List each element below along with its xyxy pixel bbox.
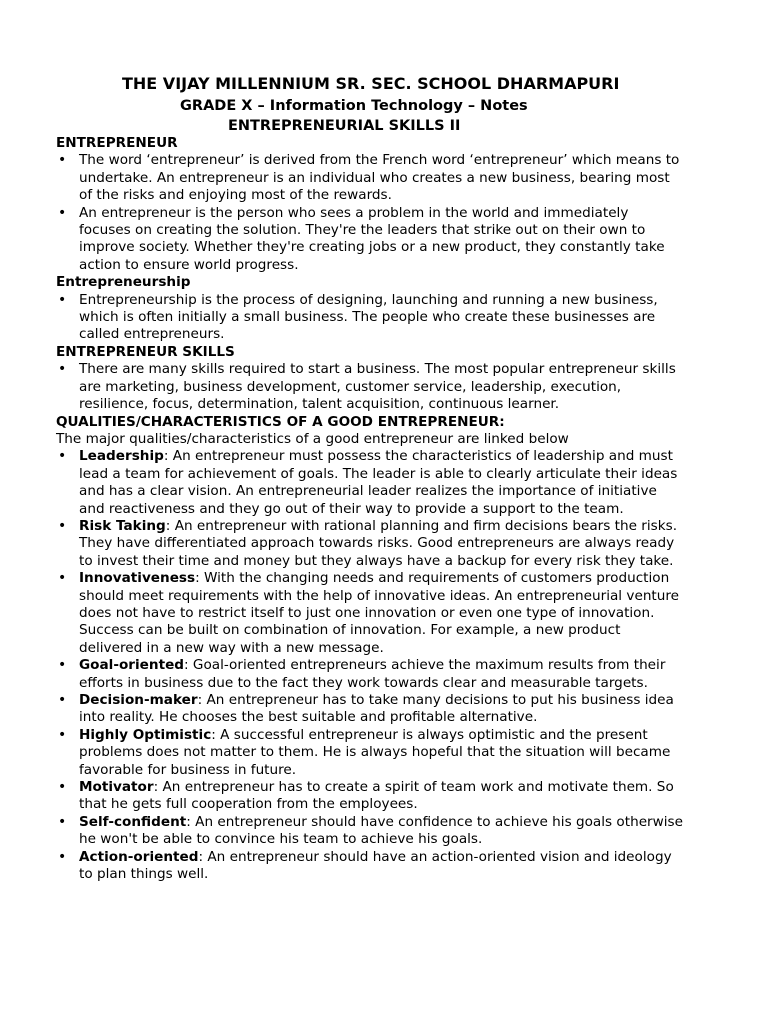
quality-text: : An entrepreneur has to take many decisions to put his business idea into reality. He chooses the best suitable and profitable alternative. [79,692,674,726]
entrepreneurship-list [56,292,684,344]
quality-term: Highly Optimistic [79,726,212,743]
quality-item-innovativeness [56,570,684,657]
quality-item-action-oriented [56,849,684,884]
skills-list [56,361,684,413]
quality-item-goal-oriented [56,657,684,692]
qualities-intro: The major qualities/characteristics of a good entrepreneur are linked below [56,430,569,447]
section-heading-qualities: QUALITIES/CHARACTERISTICS OF A GOOD ENTREPRENEUR: [56,413,505,430]
list-item: • The word ‘entrepreneur’ is derived from the French word ‘entrepreneur’ which means to undertake. An entrepreneur is an individual who creates a new business, bearing most of the risks and enjoying most of the rewards. [56,152,684,204]
entrepreneur-list [56,152,684,274]
quality-term: Decision-maker [79,692,198,708]
section-heading-entrepreneur: ENTREPRENEUR [56,135,178,151]
school-title: THE VIJAY MILLENNIUM SR. SEC. SCHOOL DHARMAPURI [122,74,620,93]
quality-text: : An entrepreneur should have confidence to achieve his goals otherwise he won't be able to convince his team to achieve his goals. [79,813,683,848]
section-heading-entrepreneurship: Entrepreneurship [56,274,191,291]
quality-item-leadership [56,448,684,518]
quality-term: Self-confident [79,813,187,830]
quality-term: Motivator [79,779,154,796]
quality-text: : With the changing needs and requirements of customers production should meet requirements with the help of innovative ideas. An entrepreneurial venture does not have to restrict itself to just one innovation or even one type of innovation. Success can be built on combination of innovation. For example, a new product delivered in a new way with a new message. [79,570,680,656]
quality-term: Innovativeness [79,570,196,587]
quality-item-risk-taking [56,518,684,570]
quality-item-highly-optimistic [56,727,684,779]
quality-term: Action-oriented [79,848,199,865]
quality-text: : An entrepreneur with rational planning and firm decisions bears the risks. They have differentiated approach towards risks. Good entrepreneurs are always ready to invest their time and money but they always have a backup for every risk they take. [79,517,678,569]
quality-term: Risk Taking [79,517,166,534]
quality-text: : Goal-oriented entrepreneurs achieve the maximum results from their efforts in business due to the fact they work towards clear and measurable targets. [79,657,666,691]
quality-text: : An entrepreneur has to create a spirit of team work and motivate them. So that he gets full cooperation from the employees. [79,779,674,813]
quality-item-self-confident [56,814,684,849]
list-item: • There are many skills required to start a business. The most popular entrepreneur skills are marketing, business development, customer service, leadership, execution, resilience, focus, determination, talent acquisition, continuous learner. [56,361,684,413]
quality-text: : An entrepreneur must possess the characteristics of leadership and must lead a team for achievement of goals. The leader is able to clearly articulate their ideas and has a clear vision. An entrepreneurial leader realizes the importance of initiative and reactiveness and they go out of their way to provide a support to the team. [79,448,678,517]
quality-term: Goal-oriented [79,657,185,674]
list-item: • An entrepreneur is the person who sees a problem in the world and immediately focuses on creating the solution. They're the leaders that strike out on their own to improve society. Whether they're creating jobs or a new product, they constantly take action to ensure world progress. [56,205,684,275]
quality-item-decision-maker [56,692,684,727]
quality-text: : An entrepreneur should have an action-oriented vision and ideology to plan things well. [79,848,672,883]
quality-term: Leadership [79,448,164,465]
quality-text: : A successful entrepreneur is always optimistic and the present problems does not matter to them. He is always hopeful that the situation will became favorable for business in future. [79,726,671,778]
quality-item-motivator [56,779,684,814]
section-heading-skills: ENTREPRENEUR SKILLS [56,343,235,360]
grade-subtitle: GRADE X – Information Technology – Notes [180,98,528,114]
notes-body [56,135,684,883]
list-item: • Entrepreneurship is the process of designing, launching and running a new business, which is often initially a small business. The people who create these businesses are called entrepreneurs. [56,292,684,344]
qualities-list [56,448,684,883]
topic-title: ENTREPRENEURIAL SKILLS II [228,118,461,134]
